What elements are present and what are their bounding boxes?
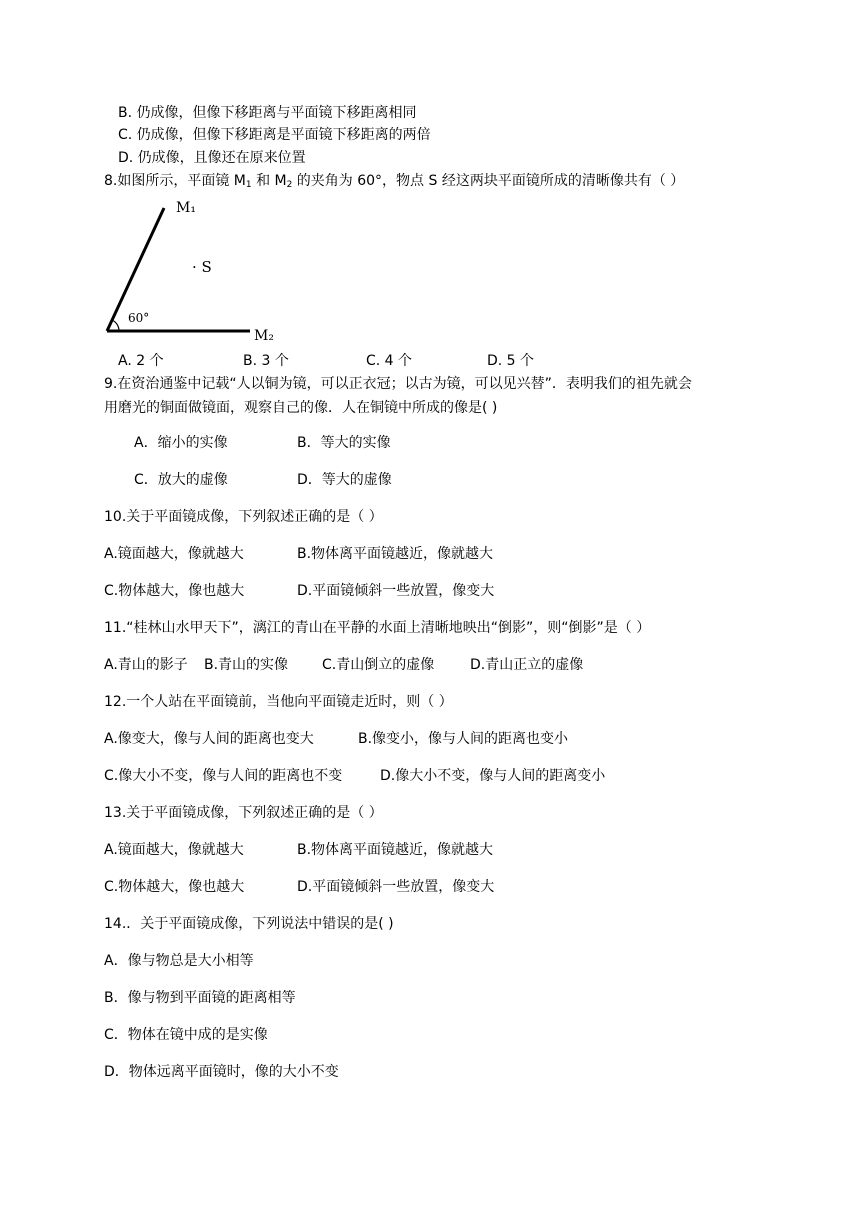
q13-option-a: A.镜面越大，像就越大	[104, 842, 244, 858]
q11-stem: 11.“桂林山水甲天下”，漓江的青山在平静的水面上清晰地映出“倒影”，则“倒影”是（ ）	[104, 620, 651, 636]
q7-option-c: C. 仍成像，但像下移距离是平面镜下移距离的两倍	[118, 127, 431, 143]
q12-stem: 12.一个人站在平面镜前，当他向平面镜走近时，则（ ）	[104, 694, 453, 710]
point-s-label: · S	[192, 258, 212, 276]
q10-stem: 10.关于平面镜成像，下列叙述正确的是（ ）	[104, 509, 383, 525]
q8-option-c: C. 4 个	[366, 353, 413, 369]
label-m1: M₁	[176, 200, 196, 216]
q13-option-b: B.物体离平面镜越近，像就越大	[297, 842, 494, 858]
q12-option-d: D.像大小不变，像与人间的距离变小	[380, 768, 606, 784]
q14-option-b: B．像与物到平面镜的距离相等	[104, 990, 296, 1006]
q9-option-c: C．放大的虚像	[134, 472, 228, 488]
q12-option-b: B.像变小，像与人间的距离也变小	[358, 731, 569, 747]
q9-option-b: B．等大的实像	[297, 435, 391, 451]
q7-option-b: B. 仍成像，但像下移距离与平面镜下移距离相同	[118, 105, 417, 121]
q14-option-a: A．像与物总是大小相等	[104, 953, 254, 969]
q11-option-b: B.青山的实像	[204, 657, 289, 673]
angle-label: 60°	[128, 311, 150, 325]
q13-option-c: C.物体越大，像也越大	[104, 879, 245, 895]
q11-option-d: D.青山正立的虚像	[470, 657, 584, 673]
q8-option-d: D. 5 个	[487, 353, 535, 369]
q12-option-c: C.像大小不变，像与人间的距离也不变	[104, 768, 343, 784]
mirror-angle-figure	[100, 198, 290, 346]
q11-option-a: A.青山的影子	[104, 657, 188, 673]
q10-option-d: D.平面镜倾斜一些放置，像变大	[297, 583, 495, 599]
q8-stem: 8.如图所示，平面镜 $M_1$ 和 $M_2$ 的夹角为 60°，物点 S 经这两块平面镜所成的清晰像共有（ ）	[104, 173, 685, 190]
q14-option-c: C．物体在镜中成的是实像	[104, 1027, 268, 1043]
q8-option-a: A. 2 个	[118, 353, 164, 369]
q10-option-a: A.镜面越大，像就越大	[104, 546, 244, 562]
q8-option-b: B. 3 个	[243, 353, 289, 369]
q14-stem: 14.．关于平面镜成像，下列说法中错误的是( )	[104, 916, 394, 932]
q12-option-a: A.像变大，像与人间的距离也变大	[104, 731, 314, 747]
q14-option-d: D．物体远离平面镜时，像的大小不变	[104, 1064, 339, 1080]
q9-stem-line2: 用磨光的铜面做镜面，观察自己的像．人在铜镜中所成的像是( )	[104, 400, 498, 416]
q9-option-d: D．等大的虚像	[297, 472, 392, 488]
q10-option-b: B.物体离平面镜越近，像就越大	[297, 546, 494, 562]
q13-option-d: D.平面镜倾斜一些放置，像变大	[297, 879, 495, 895]
q11-option-c: C.青山倒立的虚像	[322, 657, 435, 673]
q9-stem-line1: 9.在资治通鉴中记载“人以铜为镜，可以正衣冠；以古为镜，可以见兴替”．表明我们的祖先就会	[104, 376, 692, 392]
q7-option-d: D. 仍成像，且像还在原来位置	[118, 150, 306, 166]
label-m2: M₂	[254, 328, 274, 344]
q13-stem: 13.关于平面镜成像，下列叙述正确的是（ ）	[104, 805, 383, 821]
q10-option-c: C.物体越大，像也越大	[104, 583, 245, 599]
angle-arc	[112, 320, 119, 331]
q9-option-a: A．缩小的实像	[134, 435, 228, 451]
